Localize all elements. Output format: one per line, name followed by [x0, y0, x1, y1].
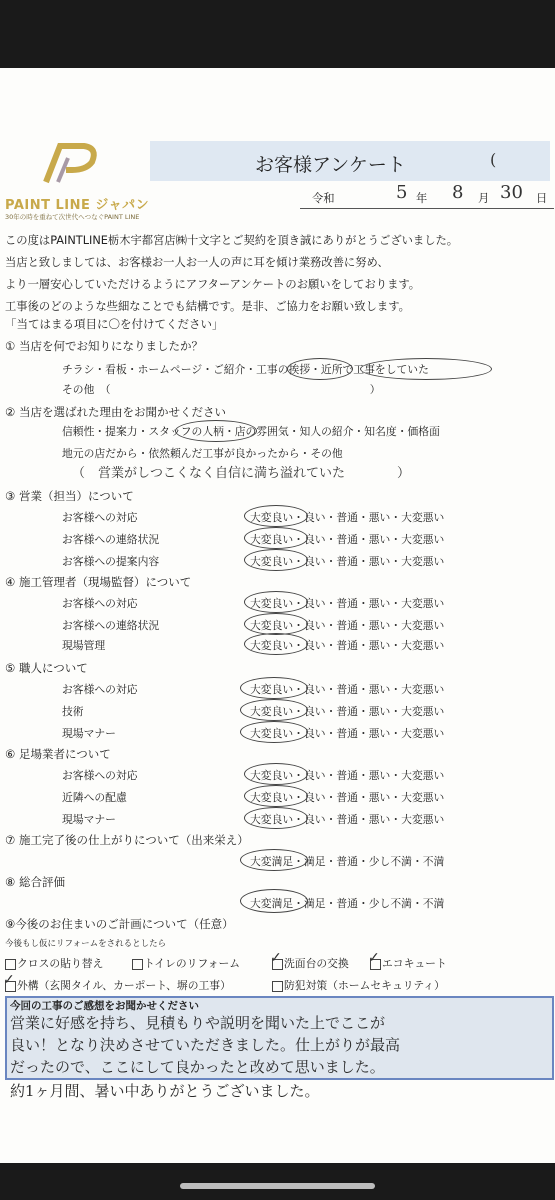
intro-line-4: 工事後のどのような些細なことでも結構です。是非、ご協力をお願い致します。 — [5, 300, 410, 313]
q3-rating-3: 大変良い・良い・普通・悪い・大変悪い — [250, 555, 445, 568]
q6-item-2: 近隣への配慮 — [62, 791, 127, 804]
q3-item-3: お客様への提案内容 — [62, 555, 160, 568]
q5-circle-3 — [240, 721, 308, 743]
date-era: 令和 — [312, 192, 335, 205]
q3-circle-2 — [244, 527, 308, 549]
q5-item-2: 技術 — [62, 705, 84, 718]
q8-circle — [240, 889, 308, 913]
page-title: お客様アンケート — [255, 154, 406, 176]
q3-circle-1 — [244, 505, 308, 527]
q3-rating-2: 大変良い・良い・普通・悪い・大変悪い — [250, 533, 445, 546]
paintline-logo-icon — [40, 140, 100, 188]
comment-line-2: 良い！となり決めさせていただきました。仕上がりが最高 — [10, 1036, 401, 1054]
date-year-value: 5 — [396, 182, 408, 203]
q4-rating-1: 大変良い・良い・普通・悪い・大変悪い — [250, 597, 445, 610]
q7-circle — [240, 849, 308, 871]
q2-heading: ② 当店を選ばれた理由をお聞かせください — [5, 405, 226, 419]
q3-item-1: お客様への対応 — [62, 511, 138, 524]
date-year-label: 年 — [416, 192, 428, 205]
date-day-value: 30 — [500, 182, 523, 203]
q3-heading: ③ 営業（担当）について — [5, 489, 134, 503]
q9-heading: ⑨今後のお住まいのご計画について（任意） — [5, 917, 234, 931]
label-toilet: トイレのリフォーム — [144, 957, 241, 970]
intro-line-3: より一層安心していただけるようにアフターアンケートのお願いをしております。 — [5, 278, 421, 291]
q4-rating-2: 大変良い・良い・普通・悪い・大変悪い — [250, 619, 445, 632]
q6-circle-3 — [244, 807, 308, 829]
q4-item-3: 現場管理 — [62, 639, 106, 652]
home-indicator[interactable] — [180, 1183, 375, 1189]
intro-line-2: 当店と致しましては、お客様お一人お一人の声に耳を傾け業務改善に努め、 — [5, 256, 389, 269]
q3-item-2: お客様への連絡状況 — [62, 533, 160, 546]
q2-circle-staff — [175, 420, 257, 442]
q6-circle-2 — [244, 785, 308, 807]
q5-rating-2: 大変良い・良い・普通・悪い・大変悪い — [250, 705, 445, 718]
q6-heading: ⑥ 足場業者について — [5, 747, 111, 761]
q5-item-1: お客様への対応 — [62, 683, 138, 696]
q5-circle-1 — [240, 677, 308, 699]
q5-item-3: 現場マナー — [62, 727, 116, 740]
comment-heading: 今回の工事のご感想をお聞かせください — [10, 1000, 199, 1012]
q4-heading: ④ 施工管理者（現場監督）について — [5, 575, 192, 589]
check-cloth[interactable] — [5, 959, 16, 970]
label-exterior: 外構（玄関タイル、カーポート、塀の工事） — [17, 979, 231, 992]
q6-item-3: 現場マナー — [62, 813, 116, 826]
date-day-label: 日 — [536, 192, 548, 205]
q4-rating-3: 大変良い・良い・普通・悪い・大変悪い — [250, 639, 445, 652]
q7-heading: ⑦ 施工完了後の仕上がりについて（出来栄え） — [5, 833, 249, 847]
q2-handwritten-answer: （ 営業がしつこくなく自信に満ち溢れていた ） — [72, 466, 411, 481]
label-washbasin: 洗面台の交換 — [284, 957, 349, 970]
label-cloth: クロスの貼り替え — [17, 957, 104, 970]
q4-circle-3 — [244, 633, 308, 655]
comment-line-1: 営業に好感を持ち、見積もりや説明を聞いた上でここが — [10, 1014, 386, 1032]
q4-circle-2 — [244, 613, 308, 635]
corner-mark: ( — [490, 150, 497, 169]
q8-heading: ⑧ 総合評価 — [5, 875, 65, 889]
date-month-label: 月 — [478, 192, 490, 205]
q3-rating-1: 大変良い・良い・普通・悪い・大変悪い — [250, 511, 445, 524]
q4-item-2: お客様への連絡状況 — [62, 619, 160, 632]
q1-options: チラシ・看板・ホームページ・ご紹介・工事の挨拶・近所で工事をしていた — [62, 363, 429, 376]
date-month-value: 8 — [452, 182, 464, 203]
comment-line-4: 約1ヶ月間、暑い中ありがとうございました。 — [10, 1082, 320, 1100]
q2-options-1: 信頼性・提案力・スタッフの人柄・店の雰囲気・知人の紹介・知名度・価格面 — [62, 425, 440, 438]
q5-heading: ⑤ 職人について — [5, 661, 88, 675]
q3-circle-3 — [244, 549, 308, 571]
logo-brand-text: PAINT LINE ジャパン — [5, 198, 150, 213]
check-security[interactable] — [272, 981, 283, 992]
check-toilet[interactable] — [132, 959, 143, 970]
q5-rating-1: 大変良い・良い・普通・悪い・大変悪い — [250, 683, 445, 696]
q6-rating-1: 大変良い・良い・普通・悪い・大変悪い — [250, 769, 445, 782]
q1-circle-greeting — [287, 358, 353, 380]
q6-item-1: お客様への対応 — [62, 769, 138, 782]
q6-rating-2: 大変良い・良い・普通・悪い・大変悪い — [250, 791, 445, 804]
check-mark-washbasin: ✓ — [270, 950, 282, 966]
q1-heading: ① 当店を何でお知りになりましたか？ — [5, 339, 203, 353]
logo-tagline: 30年の時を重ねて次世代へつなぐPAINT LINE — [5, 213, 140, 221]
label-ecocute: エコキュート — [382, 957, 447, 970]
comment-line-3: だったので、ここにして良かったと改めて思いました。 — [10, 1058, 385, 1076]
check-mark-ecocute: ✓ — [368, 950, 380, 966]
q2-options-2: 地元の店だから・依然頼んだ工事が良かったから・その他 — [62, 447, 343, 460]
q4-item-1: お客様への対応 — [62, 597, 138, 610]
q5-circle-2 — [240, 699, 308, 721]
q5-rating-3: 大変良い・良い・普通・悪い・大変悪い — [250, 727, 445, 740]
instruction-heading: 「当てはまる項目に〇を付けてください」 — [5, 317, 224, 331]
q4-circle-1 — [244, 591, 308, 613]
q1-circle-nearby — [360, 358, 492, 380]
q6-circle-1 — [244, 763, 308, 785]
label-security: 防犯対策（ホームセキュリティ） — [284, 979, 445, 992]
q6-rating-3: 大変良い・良い・普通・悪い・大変悪い — [250, 813, 445, 826]
q9-subtext: 今後もし仮にリフォームをされるとしたら — [5, 939, 167, 949]
q8-rating: 大変満足・満足・普通・少し不満・不満 — [250, 897, 445, 910]
q7-rating: 大変満足・満足・普通・少し不満・不満 — [250, 855, 445, 868]
q1-other: その他 （ ） — [62, 383, 381, 396]
intro-line-1: この度はPAINTLINE栃木宇都宮店㈱十文字とご契約を頂き誠にありがとうございました。 — [5, 234, 459, 247]
check-mark-exterior: ✓ — [3, 972, 15, 988]
